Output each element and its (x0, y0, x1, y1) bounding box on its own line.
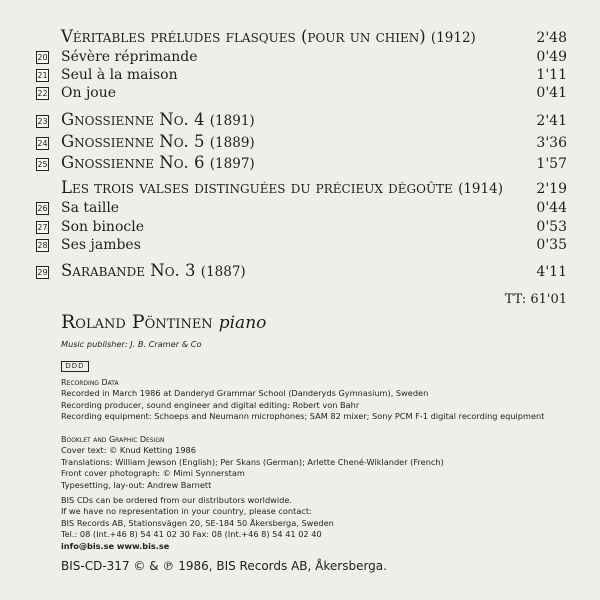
contact-line: BIS CDs can be ordered from our distributors worldwide. (61, 495, 292, 505)
track-number-box: 27 (37, 223, 48, 232)
track-row-heading (0, 27, 600, 49)
track-duration: 2'48 (536, 30, 567, 46)
work-title: Véritables préludes flasques (pour un chien) (1912) (61, 27, 476, 46)
track-title: On joue (61, 85, 117, 101)
track-duration: 0'35 (536, 237, 567, 253)
music-publisher: Music publisher: J. B. Cramer & Co (61, 339, 202, 349)
track-number-box: 22 (37, 89, 48, 98)
track-duration: 0'53 (536, 219, 567, 235)
catalog-copyright: BIS-CD-317 © & ℗ 1986, BIS Records AB, Åkersberga. (61, 559, 387, 573)
track-duration: 0'44 (536, 200, 567, 216)
booklet-line: Front cover photograph: © Mimi Synnerstam (61, 468, 245, 479)
track-title: Gnossienne No. 5 (1889) (61, 132, 255, 151)
recording-line: Recorded in March 1986 at Danderyd Grammar School (Danderyds Gymnasium), Sweden (61, 388, 429, 399)
recording-data-heading: Recording Data (61, 378, 119, 387)
track-title: Sévère réprimande (61, 49, 198, 65)
performer-instrument: piano (218, 313, 267, 333)
track-row-heading (0, 178, 600, 200)
track-title: Gnossienne No. 6 (1897) (61, 153, 255, 172)
total-time: TT: 61'01 (504, 292, 567, 307)
contact-info (61, 495, 334, 552)
track-duration: 1'11 (536, 67, 567, 83)
track-duration: 4'11 (536, 264, 567, 280)
recording-line: Recording equipment: Schoeps and Neumann microphones; SAM 82 mixer; Sony PCM F-1 digital recording equipment (61, 411, 545, 422)
work-title: Les trois valses distinguées du précieux dégoûte (1914) (61, 178, 503, 197)
performer-name: Roland Pöntinen (61, 311, 213, 333)
booklet-line: Translations: William Jewson (English); Per Skans (German); Arlette Chené-Wiklander (French) (61, 456, 444, 467)
track-number-box: 26 (37, 204, 48, 213)
track-title: Son binocle (61, 219, 144, 235)
booklet-line: Typesetting, lay-out: Andrew Barnett (61, 479, 212, 490)
track-number-box: 23 (37, 117, 48, 126)
track-row (0, 132, 600, 154)
track-row (0, 67, 600, 87)
track-number-box: 29 (37, 268, 48, 277)
track-duration: 0'41 (536, 85, 567, 101)
contact-line: If we have no representation in your country, please contact: (61, 506, 312, 517)
track-duration: 2'41 (536, 113, 567, 129)
track-row (0, 153, 600, 175)
track-title: Ses jambes (61, 237, 141, 253)
performer (61, 311, 266, 333)
track-number-box: 25 (37, 160, 48, 169)
track-number-box: 21 (37, 71, 48, 80)
contact-line: BIS Records AB, Stationsvägen 20, SE-184 50 Åkersberga, Sweden (61, 517, 334, 528)
track-duration: 1'57 (536, 156, 567, 172)
track-duration: 3'36 (536, 135, 567, 151)
track-title: Gnossienne No. 4 (1891) (61, 110, 255, 129)
track-row (0, 219, 600, 239)
recording-line: Recording producer, sound engineer and digital editing: Robert von Bahr (61, 399, 360, 410)
track-row (0, 261, 600, 283)
track-row (0, 85, 600, 105)
ddd-badge: DDD (61, 361, 89, 372)
track-title: Seul à la maison (61, 67, 178, 83)
track-title: Sa taille (61, 200, 120, 216)
recording-data (61, 377, 544, 423)
track-number-box: 20 (37, 53, 48, 62)
booklet-line: Cover text: © Knud Ketting 1986 (61, 445, 196, 456)
track-row (0, 49, 600, 69)
track-row (0, 110, 600, 132)
track-duration: 0'49 (536, 49, 567, 65)
booklet-heading: Booklet and Graphic Design (61, 435, 165, 444)
track-row (0, 200, 600, 220)
contact-line: Tel.: 08 (Int.+46 8) 54 41 02 30 Fax: 08 (Int.+46 8) 54 41 02 40 (61, 529, 322, 540)
track-number-box: 28 (37, 241, 48, 250)
contact-web: info@bis.se www.bis.se (61, 540, 170, 551)
track-title: Sarabande No. 3 (1887) (61, 261, 246, 280)
booklet-credits (61, 434, 444, 491)
track-duration: 2'19 (536, 181, 567, 197)
track-number-box: 24 (37, 139, 48, 148)
track-row (0, 237, 600, 257)
